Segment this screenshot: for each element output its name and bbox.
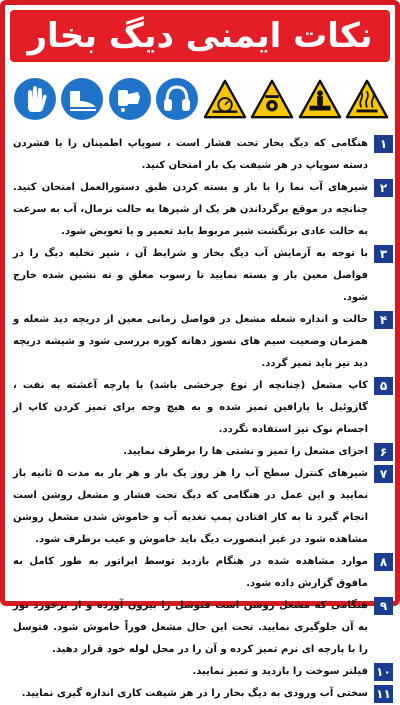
- item-number: ۱۱: [374, 685, 393, 703]
- list-item: [13, 661, 393, 683]
- item-text: حالت و اندازه شعله مشعل در فواصل زمانی معین از دریچه دید شعله و همزمان وضعیت سیم های نسوز دهانه کوره بررسی شود و شیشه دریچه دید نیز باید تمیز گردد.: [13, 314, 368, 369]
- list-item: [13, 177, 393, 243]
- item-number: ۸: [374, 553, 393, 571]
- pressurized-pipe-warning-icon: [298, 73, 342, 125]
- item-number: ۴: [374, 311, 393, 329]
- list-item: [13, 683, 393, 705]
- item-number: ۱۰: [374, 663, 393, 681]
- item-number: ۲: [374, 179, 393, 197]
- sign-title: نکات ایمنی دیگ بخار: [10, 10, 390, 62]
- hand-protection-icon: [13, 73, 57, 125]
- item-text: شیرهای آب نما را با باز و بسته کردن طبق دستورالعمل امتحان کنید. چنانچه در موقع برگرداندن هر یک از شیرها به حالت نرمال، آب به سرعت به حالت عادی برنگشت شیر مربوط باید تعمیر و یا تعویض شود.: [13, 182, 368, 237]
- item-text: فیلتر سوخت را بازدید و تمیز نمایید.: [192, 666, 368, 677]
- safety-icons-row: [13, 71, 389, 127]
- list-item: [13, 551, 393, 595]
- item-text: هنگامی که دیگ بخار تحت فشار است ، سوپاپ اطمینان را با فشردن دسته سوپاپ در هر شیفت یک بار امتحان کنید.: [13, 138, 368, 171]
- item-number: ۷: [374, 465, 393, 483]
- ear-protection-icon: [155, 73, 199, 125]
- item-text: هنگامی که مشعل روشن است فتوسل را بیرون آورده و از برخورد نور به آن جلوگیری نمایید. تحت این حال مشعل فوراً خاموش شود. فتوسل را با پارچه ای نرم تمیز کرده و آن را در محل لوله خود قرار دهید.: [13, 600, 368, 655]
- hot-surface-warning-icon: [345, 73, 389, 125]
- pressure-gauge-warning-icon: [203, 73, 247, 125]
- list-item: [13, 595, 393, 661]
- list-item: [13, 375, 393, 441]
- item-number: ۱: [374, 135, 393, 153]
- item-number: ۳: [374, 245, 393, 263]
- item-text: موارد مشاهده شده در هنگام بازدید توسط اپراتور به طور کامل به مافوق گزارش داده شود.: [13, 556, 368, 589]
- item-text: کاپ مشعل (چنانچه از نوع چرخشی باشد) با پارچه آغشته به نفت ، گازوئیل یا پارافین تمیز شده و به هیچ وجه برای تمیز کردن کاپ از اجسام نوک تیز استفاده نگردد.: [13, 380, 368, 435]
- list-item: [13, 133, 393, 177]
- hand-wash-icon: [108, 73, 152, 125]
- list-item: [13, 463, 393, 551]
- list-item: [13, 441, 393, 463]
- item-number: ۶: [374, 443, 393, 461]
- item-text: سختی آب ورودی به دیگ بخار را در هر شیفت کاری اندازه گیری نمایید.: [21, 688, 368, 699]
- item-number: ۵: [374, 377, 393, 395]
- item-number: ۹: [374, 597, 393, 615]
- safety-items-list: [13, 133, 393, 705]
- safety-boots-icon: [60, 73, 104, 125]
- item-text: با توجه به آزمایش آب دیگ بخار و شرایط آن ، شیر تخلیه دیگ را در فواصل معین باز و بسته نمایید تا رسوب معلق و ته نشین شده خارج شود.: [13, 248, 368, 303]
- item-text: اجزای مشعل را تمیز و نشتی ها را برطرف نمایید.: [123, 446, 368, 457]
- list-item: [13, 309, 393, 375]
- rotating-machinery-warning-icon: [250, 73, 294, 125]
- item-text: شیرهای کنترل سطح آب را هر روز یک بار و هر بار به مدت ۵ ثانیه باز نمایید و این عمل در هنگامی که دیگ تحت فشار و مشعل روشن است انجام گیرد تا به کار افتادن پمپ تغذیه آب و خاموش شدن مشعل روشن مشاهده شود در غیر اینصورت دیگ باید خاموش و عیب برطرف شود.: [13, 468, 369, 545]
- list-item: [13, 243, 393, 309]
